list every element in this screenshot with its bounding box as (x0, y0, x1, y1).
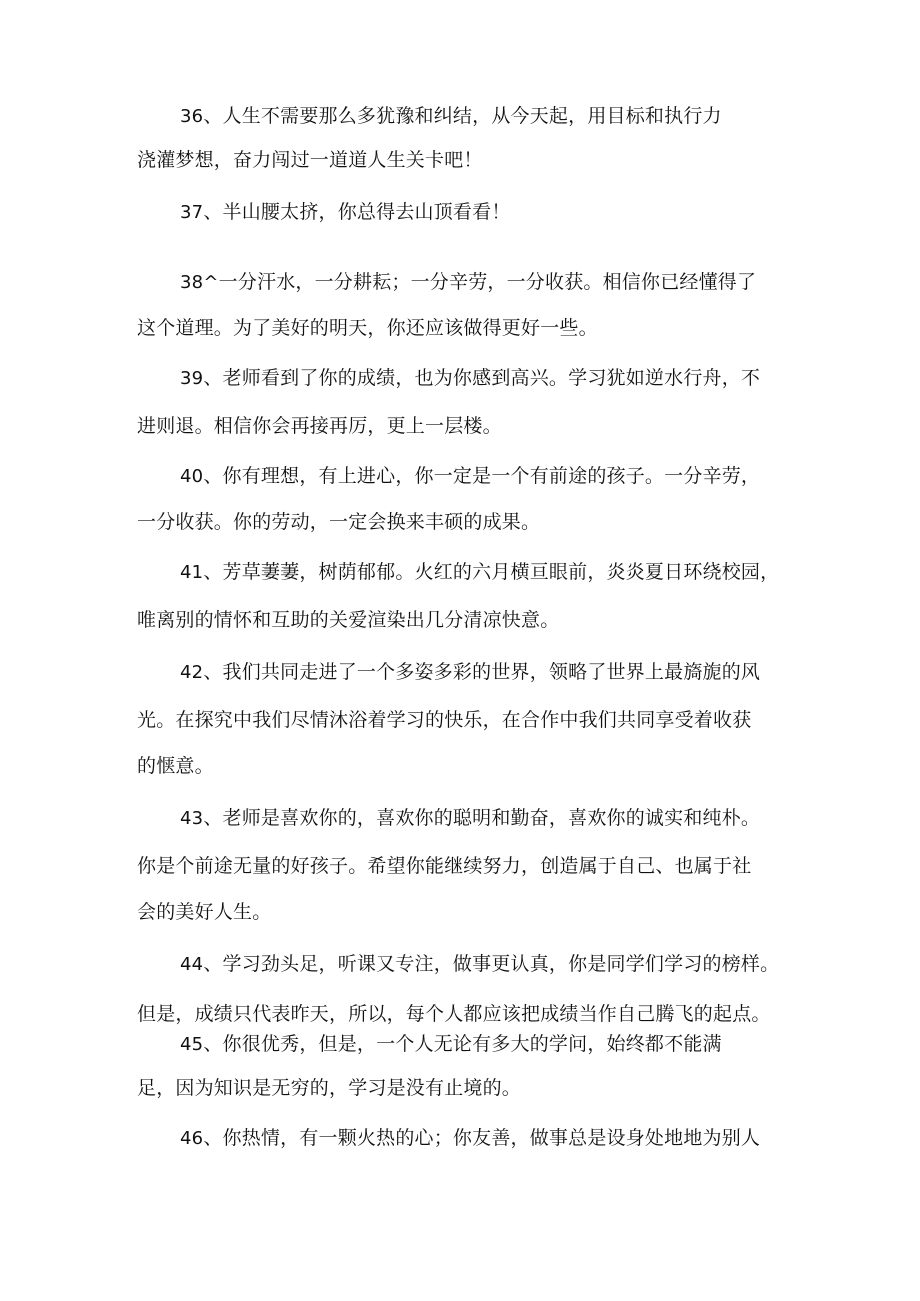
item-text: 一分汗水，一分耕耘；一分辛劳，一分收获。相信你已经懂得了 (218, 271, 757, 293)
item-number: 37 (180, 202, 204, 223)
item-text: 但是，成绩只代表昨天，所以，每个人都应该把成绩当作自己腾飞的起点。 (137, 1003, 771, 1025)
item-separator: 、 (203, 105, 223, 127)
item-text: 人生不需要那么多犹豫和纠结，从今天起，用目标和执行力 (222, 105, 722, 127)
item-text: 你很优秀，但是，一个人无论有多大的学问，始终都不能满 (222, 1033, 722, 1055)
item-separator: 、 (203, 1033, 223, 1055)
item-text: 我们共同走进了一个多姿多彩的世界，领略了世界上最旖旎的风 (222, 661, 761, 683)
item-text: 你热情，有一颗火热的心；你友善，做事总是设身处地地为别人 (222, 1127, 761, 1149)
list-item-36-line-2 (0, 140, 920, 180)
list-item-43-line-2 (0, 846, 920, 886)
list-item-42-line-1 (0, 652, 920, 692)
list-item-42-line-2 (0, 700, 920, 740)
list-item-42-line-3 (0, 746, 920, 786)
item-number: 45 (180, 1034, 204, 1055)
item-text: 会的美好人生。 (137, 901, 272, 923)
item-text: 浇灌梦想，奋力闯过一道道人生关卡吧！ (137, 149, 483, 171)
list-item-46-line-1 (0, 1118, 920, 1158)
item-text: 足，因为知识是无穷的，学习是没有止境的。 (137, 1077, 522, 1099)
item-number: 38 (180, 272, 204, 293)
item-text: 学习劲头足，听课又专注，做事更认真，你是同学们学习的榜样。 (222, 953, 780, 975)
item-text: 半山腰太挤，你总得去山顶看看！ (222, 201, 511, 223)
list-item-40-line-1 (0, 456, 920, 496)
item-number: 40 (180, 466, 204, 487)
list-item-43-line-3 (0, 892, 920, 932)
item-separator: 、 (203, 367, 223, 389)
list-item-39-line-2 (0, 406, 920, 446)
item-separator: 、 (203, 661, 223, 683)
list-item-44-line-1 (0, 944, 920, 984)
item-separator: 、 (203, 807, 223, 829)
item-number: 43 (180, 808, 204, 829)
list-item-41-line-1 (0, 552, 920, 592)
list-item-36-line-1 (0, 96, 920, 136)
item-text: 一分收获。你的劳动，一定会换来丰硕的成果。 (137, 511, 541, 533)
item-number: 46 (180, 1128, 204, 1149)
list-item-45-line-2 (0, 1068, 920, 1108)
item-number: 44 (180, 954, 204, 975)
item-number: 36 (180, 106, 204, 127)
item-text: 你有理想，有上进心，你一定是一个有前途的孩子。一分辛劳， (222, 465, 761, 487)
item-separator: 、 (203, 465, 223, 487)
item-text: 芳草萋萋，树荫郁郁。火红的六月横亘眼前，炎炎夏日环绕校园， (222, 561, 780, 583)
list-item-43-line-1 (0, 798, 920, 838)
item-number: 41 (180, 562, 204, 583)
item-text: 老师看到了你的成绩，也为你感到高兴。学习犹如逆水行舟，不 (222, 367, 761, 389)
item-separator: 、 (203, 1127, 223, 1149)
item-separator: 、 (203, 561, 223, 583)
item-number: 39 (180, 368, 204, 389)
item-text: 唯离别的情怀和互助的关爱渲染出几分清凉快意。 (137, 609, 560, 631)
item-text: 进则退。相信你会再接再厉，更上一层楼。 (137, 415, 502, 437)
item-number: 42 (180, 662, 204, 683)
item-text: 这个道理。为了美好的明天，你还应该做得更好一些。 (137, 317, 598, 339)
list-item-41-line-2 (0, 600, 920, 640)
item-separator: 、 (203, 953, 223, 975)
list-item-45-line-1 (0, 1024, 920, 1064)
list-item-38-line-1 (0, 262, 920, 302)
item-text: 老师是喜欢你的，喜欢你的聪明和勤奋，喜欢你的诚实和纯朴。 (222, 807, 761, 829)
item-text: 你是个前途无量的好孩子。希望你能继续努力，创造属于自己、也属于社 (137, 855, 752, 877)
list-item-39-line-1 (0, 358, 920, 398)
list-item-38-line-2 (0, 308, 920, 348)
item-separator: 、 (203, 201, 223, 223)
list-item-37-line-1 (0, 192, 920, 232)
list-item-40-line-2 (0, 502, 920, 542)
item-text: 的惬意。 (137, 755, 214, 777)
item-text: 光。在探究中我们尽情沐浴着学习的快乐，在合作中我们共同享受着收获 (137, 709, 752, 731)
item-separator: ^ (203, 272, 219, 293)
